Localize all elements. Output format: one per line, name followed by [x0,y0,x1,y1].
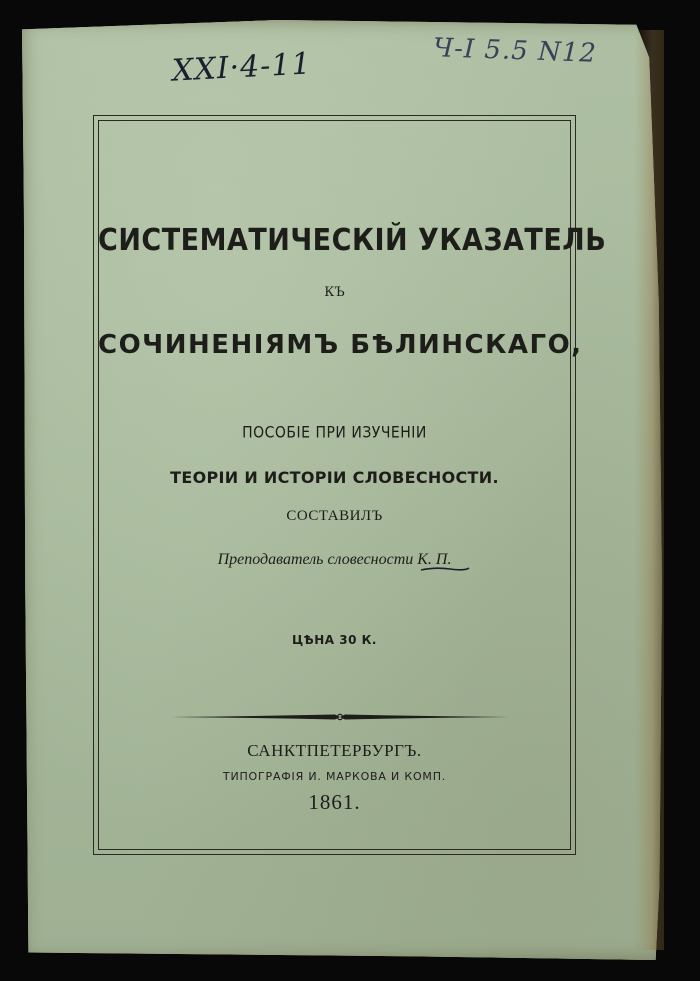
cover-aid-line: ПОСОБІЕ ПРИ ИЗУЧЕНІИ [242,423,427,443]
cover-edge-wear [634,30,664,950]
cover-author: Преподаватель словесности К. П. [217,551,452,568]
ornamental-divider [170,710,510,724]
cover-title: СИСТЕМАТИЧЕСКІЙ УКАЗАТЕЛЬ [98,223,607,258]
cover-theory-line: ТЕОРІИ И ИСТОРІИ СЛОВЕСНОСТИ. [170,468,499,487]
cover-subject: СОЧИНЕНІЯМЪ БѢЛИНСКАГО, [98,330,583,360]
cover-price: ЦѢНА 30 К. [292,633,377,647]
handwritten-shelfmark-right: Ч-I 5.5 N12 [432,33,598,69]
cover-compiled-by: СОСТАВИЛЪ [286,508,383,524]
cover-preposition: КЪ [324,285,345,300]
handwritten-shelfmark-left: XXI·4-11 [171,46,313,89]
cover-year: 1861. [308,790,361,814]
cover-printer: ТИПОГРАФІЯ И. МАРКОВА И КОМП. [222,770,447,783]
cover-city: САНКТПЕТЕРБУРГЪ. [247,741,422,760]
handwritten-underline [420,566,470,572]
